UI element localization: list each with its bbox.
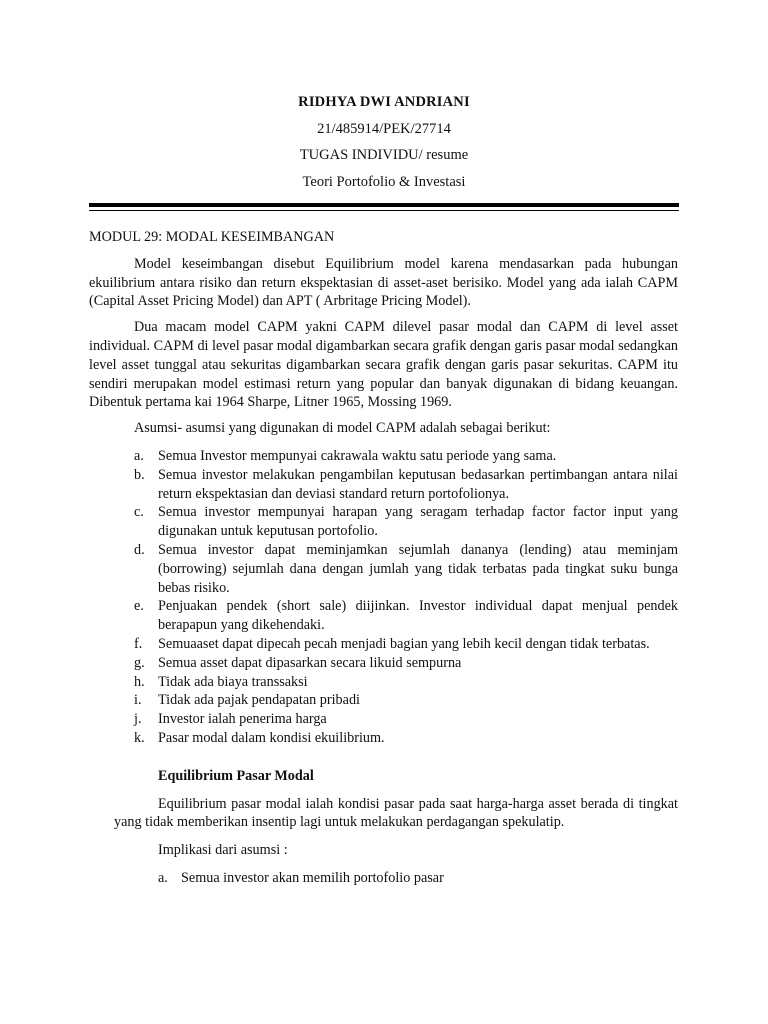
list-marker: f. xyxy=(134,635,143,652)
list-item xyxy=(89,869,678,888)
list-item xyxy=(89,597,678,635)
list-item xyxy=(89,673,678,692)
header-divider-thin xyxy=(89,210,679,211)
assignment-label: TUGAS INDIVIDU/ resume xyxy=(299,147,469,163)
list-item-text: Investor ialah penerima harga xyxy=(158,711,327,728)
list-marker: g. xyxy=(134,654,145,671)
section-paragraph: Equilibrium pasar modal ialah kondisi pasar pada saat harga-harga asset berada di tingkat yang tidak memberikan insentip lagi untuk melakukan perdagangan spekulatip. xyxy=(114,795,678,831)
document-header xyxy=(0,92,768,198)
list-item-text: Semua Investor mempunyai cakrawala waktu satu periode yang sama. xyxy=(158,447,557,464)
list-marker: k. xyxy=(134,729,145,746)
student-id: 21/485914/PEK/27714 xyxy=(317,120,451,137)
list-item-text: Tidak ada pajak pendapatan pribadi xyxy=(158,692,360,709)
list-item-text: Semua investor akan memilih portofolio pasar xyxy=(181,869,444,886)
list-item xyxy=(89,710,678,729)
list-item xyxy=(89,635,678,654)
list-marker: i. xyxy=(134,692,142,709)
list-item xyxy=(89,541,678,597)
list-item xyxy=(89,466,678,504)
list-item-text: Semuaaset dapat dipecah pecah menjadi bagian yang lebih kecil dengan tidak terbatas. xyxy=(158,635,650,652)
list-item xyxy=(89,654,678,673)
document-body xyxy=(89,228,678,888)
list-marker: e. xyxy=(134,598,144,615)
section-heading: Equilibrium Pasar Modal xyxy=(158,767,314,784)
header-divider-thick xyxy=(89,203,679,207)
list-marker: a. xyxy=(158,869,168,886)
implications-intro: Implikasi dari asumsi : xyxy=(158,842,288,859)
list-item-text: Pasar modal dalam kondisi ekuilibrium. xyxy=(158,729,385,746)
list-item-text: Penjuakan pendek (short sale) diijinkan. Investor individual dapat menjual pendek berapapun yang dikehendaki. xyxy=(158,598,678,634)
list-item xyxy=(89,503,678,541)
list-item-text: Tidak ada biaya transsaksi xyxy=(158,673,308,690)
paragraph: Dua macam model CAPM yakni CAPM dilevel pasar modal dan CAPM di level asset individual. CAPM di level pasar modal digambarkan secara grafik dengan garis pasar modal sedangkan level asset tunggal atau sekuritas digambarkan secara grafik dengan garis pasar sekuritas. CAPM itu sendiri merupakan model estimasi return yang popular dan banyak digunakan di bidang keuangan. Dibentuk pertama kai 1964 Sharpe, Litner 1965, Mossing 1969. xyxy=(89,319,678,411)
list-item-text: Semua investor mempunyai harapan yang seragam terhadap factor factor input yang digunakan untuk keputusan portofolio. xyxy=(158,504,678,540)
list-marker: d. xyxy=(134,541,145,558)
assumptions-intro: Asumsi- asumsi yang digunakan di model CAPM adalah sebagai berikut: xyxy=(134,420,551,437)
list-marker: b. xyxy=(134,466,145,483)
list-item xyxy=(89,691,678,710)
list-item-text: Semua investor melakukan pengambilan keputusan bedasarkan pertimbangan antara nilai return ekspektasian dan deviasi standard return portofolionya. xyxy=(158,466,678,502)
implications-list xyxy=(89,869,678,888)
list-item-text: Semua investor dapat meminjamkan sejumlah dananya (lending) atau meminjam (borrowing) sejumlah dana dengan jumlah yang tidak terbatas pada tingkat suku bunga bebas risiko. xyxy=(158,541,678,596)
list-marker: c. xyxy=(134,504,144,521)
paragraph: Model keseimbangan disebut Equilibrium model karena mendasarkan pada hubungan ekuilibrium antara risiko dan return ekspektasian di asset-aset berisiko. Model yang ada ialah CAPM (Capital Asset Pricing Model) dan APT ( Arbritage Pricing Model). xyxy=(89,255,678,310)
course-name: Teori Portofolio & Investasi xyxy=(302,173,466,190)
list-marker: h. xyxy=(134,673,145,690)
list-item-text: Semua asset dapat dipasarkan secara likuid sempurna xyxy=(158,654,462,671)
list-marker: a. xyxy=(134,447,144,464)
list-marker: j. xyxy=(134,711,142,728)
module-title: MODUL 29: MODAL KESEIMBANGAN xyxy=(89,229,335,245)
list-item xyxy=(89,447,678,466)
assumptions-list xyxy=(89,447,678,748)
author-name: RIDHYA DWI ANDRIANI xyxy=(298,94,470,110)
list-item xyxy=(89,729,678,748)
